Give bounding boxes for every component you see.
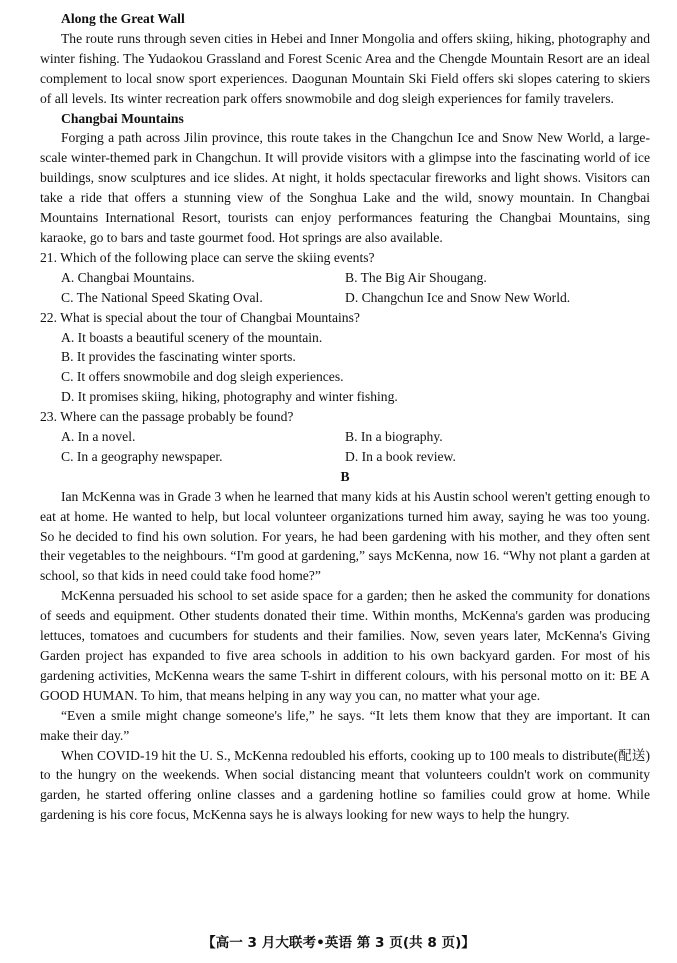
question-stem: 23. Where can the passage probably be found? <box>40 409 294 425</box>
option-row <box>40 268 650 288</box>
page-footer: 【高一 3 月大联考•英语 第 3 页(共 8 页)】 <box>202 935 475 951</box>
option-b[interactable]: B. In a biography. <box>345 429 443 445</box>
option-b[interactable]: B. The Big Air Shougang. <box>345 269 487 285</box>
section-body-changbai: Forging a path across Jilin province, this route takes in the Changchun Ice and Snow New World, a large-scale winter-themed park in Changchun. It will provide visitors with a glimpse into the fascinating world of ice buildings, snow sculptures and ice slides. At night, it holds spectacular fireworks and light shows. Visitors can take a ride that offers a stunning view of the Songhua Lake and the wild, snowy mountain. In Changbai Mountains International Resort, tourists can enjoy performances featuring the Changbai Mountains, sing karaoke, go to bars and taste gourmet food. Hot springs are also available. <box>40 130 650 245</box>
question-23 <box>40 407 650 467</box>
option-a[interactable]: A. It boasts a beautiful scenery of the mountain. <box>61 329 323 345</box>
passage-b-label: B <box>340 468 350 484</box>
passage-b-paragraph: McKenna persuaded his school to set aside space for a garden; then he asked the community for donations of seeds and equipment. Other students donated their time. Within months, McKenna's garden was producing lettuces, tomatoes and cucumbers for students and their families. Now, seven years later, McKenna's Giving Garden project has expanded to five area schools in addition to his own backyard garden. For most of his gardening activities, McKenna wears the same T-shirt in different colours, with his personal motto on it: BE A GOOD HUMAN. To him, that means helping in any way you can, no matter what your age. <box>40 588 650 703</box>
option-c[interactable]: C. In a geography newspaper. <box>61 448 223 464</box>
question-22 <box>40 308 650 408</box>
section-heading-great-wall: Along the Great Wall <box>61 11 185 26</box>
passage-b-paragraph: When COVID-19 hit the U. S., McKenna redoubled his efforts, cooking up to 100 meals to distribute(配送) to the hungry on the weekends. When social distancing meant that volunteers couldn't work on community garden, he started offering online classes and a gardening hotline so families could grow at home. While gardening is his core focus, McKenna says he is always looking for new ways to help the hungry. <box>40 747 650 823</box>
option-c[interactable]: C. The National Speed Skating Oval. <box>61 289 263 305</box>
page-content <box>40 9 650 825</box>
option-a[interactable]: A. Changbai Mountains. <box>61 269 195 285</box>
option-row <box>40 288 650 308</box>
section-body-great-wall: The route runs through seven cities in Hebei and Inner Mongolia and offers skiing, hiking, photography and winter fishing. The Yudaokou Grassland and Forest Scenic Area and the Chengde Mountain Resort are an ideal complement to local snow sport experiences. Daogunan Mountain Ski Field offers ski slopes catering to skiers of all levels. Its winter recreation park offers snowmobile and dog sleigh experiences for family travelers. <box>40 30 650 106</box>
option-a[interactable]: A. In a novel. <box>61 429 136 445</box>
question-stem: 21. Which of the following place can serve the skiing events? <box>40 249 375 265</box>
option-row <box>40 447 650 467</box>
option-row <box>40 427 650 447</box>
question-stem: 22. What is special about the tour of Changbai Mountains? <box>40 309 360 325</box>
option-d[interactable]: D. Changchun Ice and Snow New World. <box>345 289 571 305</box>
option-b[interactable]: B. It provides the fascinating winter sports. <box>61 349 296 365</box>
question-21 <box>40 248 650 308</box>
option-d[interactable]: D. It promises skiing, hiking, photography and winter fishing. <box>61 389 398 405</box>
section-heading-changbai: Changbai Mountains <box>61 110 184 126</box>
passage-b-paragraph: Ian McKenna was in Grade 3 when he learned that many kids at his Austin school weren't getting enough to eat at home. He wanted to help, but local volunteer organizations turned him away, saying he was too young. So he decided to find his own solution. For years, he had been gardening with his mother, and they often sent their vegetables to the neighbours. “I'm good at gardening,” says McKenna, now 16. “Why not plant a garden at school, so that kids in need could take food home?” <box>40 488 650 584</box>
option-d[interactable]: D. In a book review. <box>345 448 456 464</box>
option-c[interactable]: C. It offers snowmobile and dog sleigh experiences. <box>61 369 344 385</box>
passage-b-paragraph: “Even a smile might change someone's life,” he says. “It lets them know that they are important. It can make their day.” <box>40 707 650 743</box>
